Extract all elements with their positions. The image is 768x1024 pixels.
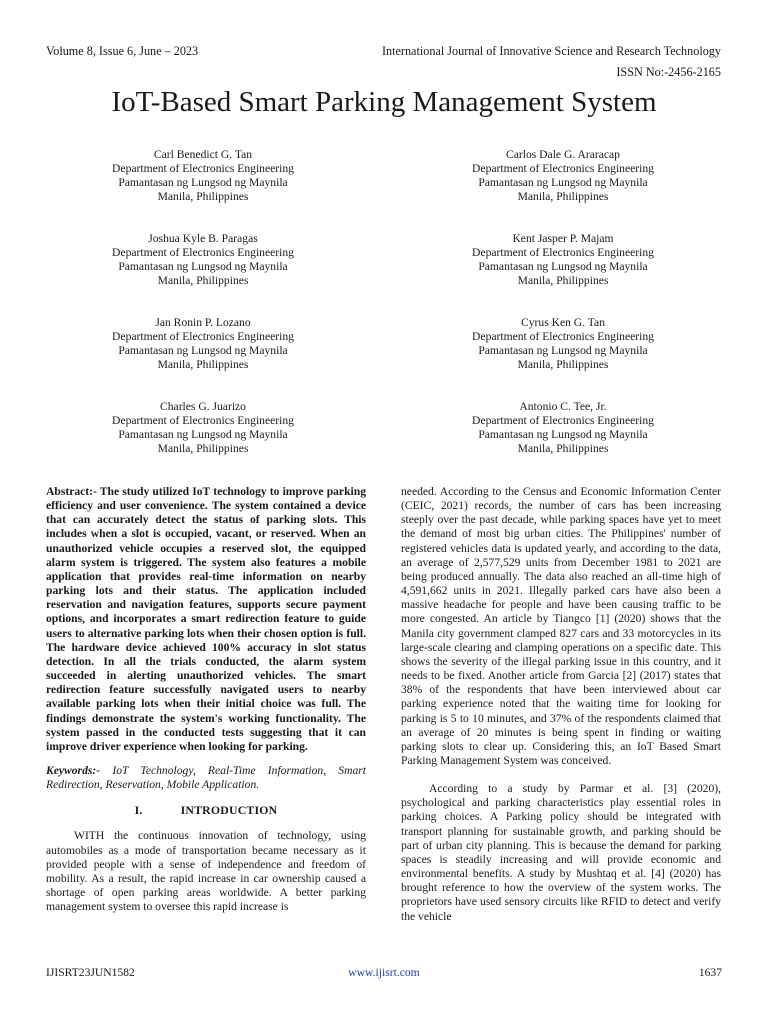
footer-id: IJISRT23JUN1582 [46, 966, 135, 979]
paper-title: IoT-Based Smart Parking Management System [111, 86, 657, 118]
intro-paragraph: According to a study by Parmar et al. [3] (2020), psychological and parking characteristics play essential roles in parking choices. A Parking policy should be integrated with transport planning for sustainable growth, and parking should be part of urban city planning. This is because the demand for parking spaces is steadily increasing and will provide economic and environmental benefits. A study by Mushtaq et al. [4] (2020) has brought reference to how the overview of the system works. The proprietors have used sensory circuits like RFID to detect and verify the vehicle [401, 782, 721, 923]
author-name: Carl Benedict G. Tan [153, 148, 253, 161]
running-header-right: International Journal of Innovative Science and Research Technology [381, 44, 721, 58]
author-location: Manila, Philippines [157, 358, 249, 372]
abstract-paragraph: Abstract:- The study utilized IoT technology to improve parking efficiency and user convenience. The system contained a device that can accurately detect the status of parking slots. This includes when a slot is occupied, vacant, or reserved. When an unauthorized vehicle occupies a reserved slot, the equipped alarm system is triggered. The system also features a mobile application that provides real-time information on nearby parking lots and their status. The application included reservation and navigation features, supports secure payment options, and incorporates a smart redirection feature to guide users to alternative parking lots when their chosen option is full. The hardware device achieved 100% accuracy in slot status detection. In all the trials conducted, the alarm system succeeded in alerting unauthorized vehicles. The smart redirection feature successfully navigated users to nearby available parking lots when their initial choice was full. The findings demonstrate the system's working functionality. The system passed in the conducted tests suggesting that it can improve driver experience when looking for parking. [46, 485, 366, 753]
author-university: Pamantasan ng Lungsod ng Maynila [478, 260, 648, 274]
author-card [413, 400, 713, 456]
author-location: Manila, Philippines [517, 274, 609, 288]
author-department: Department of Electronics Engineering [472, 246, 654, 260]
author-university: Pamantasan ng Lungsod ng Maynila [118, 260, 288, 274]
author-location: Manila, Philippines [157, 190, 249, 204]
author-department: Department of Electronics Engineering [112, 162, 294, 176]
author-name: Antonio C. Tee, Jr. [519, 400, 607, 413]
author-block [0, 148, 768, 458]
author-name: Kent Jasper P. Majam [512, 232, 614, 245]
author-department: Department of Electronics Engineering [112, 414, 294, 428]
keywords-label: Keywords:- [46, 763, 101, 777]
intro-paragraph: WITH the continuous innovation of technology, using automobiles as a mode of transportation became necessary as it provided people with a sense of independence and freedom of mobility. As a result, the rapid increase in car ownership caused a shortage of open parking areas worldwide. A better parking management system to oversee this rapid increase is [46, 829, 366, 914]
section-number: I. [134, 803, 143, 818]
footer-url-link[interactable]: www.ijisrt.com [348, 966, 420, 979]
left-column [46, 485, 366, 914]
author-university: Pamantasan ng Lungsod ng Maynila [478, 428, 648, 442]
author-location: Manila, Philippines [517, 190, 609, 204]
author-location: Manila, Philippines [517, 442, 609, 456]
keywords-paragraph [46, 764, 366, 792]
author-department: Department of Electronics Engineering [112, 246, 294, 260]
issn-label: ISSN No:-2456-2165 [616, 65, 721, 79]
author-location: Manila, Philippines [157, 442, 249, 456]
author-department: Department of Electronics Engineering [472, 162, 654, 176]
author-name: Charles G. Juarizo [160, 400, 246, 413]
author-department: Department of Electronics Engineering [112, 330, 294, 344]
author-card [53, 316, 353, 372]
author-department: Department of Electronics Engineering [472, 414, 654, 428]
keywords-text: IoT Technology, Real-Time Information, Smart Redirection, Reservation, Mobile Application. [46, 763, 366, 792]
author-name: Cyrus Ken G. Tan [521, 316, 605, 329]
intro-paragraph: needed. According to the Census and Economic Information Center (CEIC, 2021) records, the number of cars has been increasing steeply over the past decade, while parking spaces have yet to meet the demand of most big urban cities. The Philippines' number of registered vehicles data is updated yearly, and according to the data, an average of 2,577,529 units from December 1981 to 2021 are being produced annually. The data also reached an all-time high of 4,591,662 units in 2021. Illegally parked cars have also been a massive headache for people and have been causing traffic to be more congested. An article by Tiangco [1] (2020) shows that the Manila city government clamped 827 cars and 33 motorcycles in its large-scale clearing and clamping operations on a specific date. This shows the severity of the illegal parking issue in this country, and it needs to be fixed. Another article from Garcia [2] (2017) states that 38% of the respondents that have been interviewed about car parking experience noted that the waiting time for looking for parking is 5 to 10 minutes, and 37% of the respondents claimed that an average of 20 minutes is being spent in finding or waiting parking slots to clear up. Considering this, an IoT Based Smart Parking Management System was conceived. [401, 485, 721, 767]
author-name: Jan Ronin P. Lozano [155, 316, 251, 329]
author-location: Manila, Philippines [157, 274, 249, 288]
author-university: Pamantasan ng Lungsod ng Maynila [478, 344, 648, 358]
page-number: 1637 [698, 966, 722, 979]
author-university: Pamantasan ng Lungsod ng Maynila [118, 428, 288, 442]
running-header-left: Volume 8, Issue 6, June – 2023 [46, 44, 199, 58]
author-card [413, 316, 713, 372]
author-card [413, 148, 713, 204]
author-location: Manila, Philippines [517, 358, 609, 372]
section-title: INTRODUCTION [180, 803, 278, 818]
author-department: Department of Electronics Engineering [472, 330, 654, 344]
author-card [53, 232, 353, 288]
author-university: Pamantasan ng Lungsod ng Maynila [478, 176, 648, 190]
author-university: Pamantasan ng Lungsod ng Maynila [118, 176, 288, 190]
author-university: Pamantasan ng Lungsod ng Maynila [118, 344, 288, 358]
right-column [401, 485, 721, 924]
author-card [53, 148, 353, 204]
author-card [413, 232, 713, 288]
author-name: Carlos Dale G. Araracap [506, 148, 620, 161]
author-name: Joshua Kyle B. Paragas [148, 232, 258, 245]
author-card [53, 400, 353, 456]
section-heading [46, 803, 366, 817]
